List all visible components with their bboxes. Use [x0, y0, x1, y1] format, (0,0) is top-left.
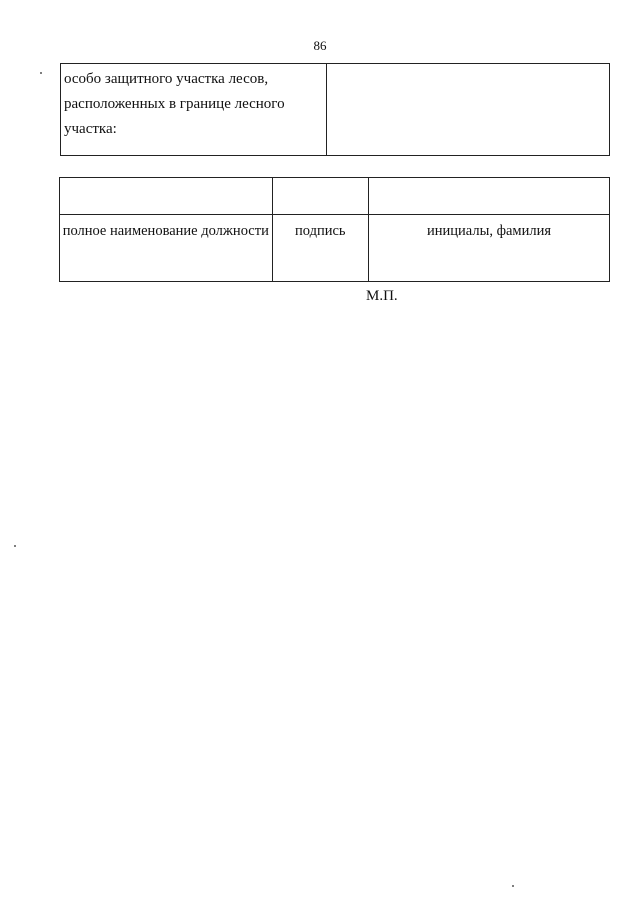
page-number: 86 — [313, 38, 327, 53]
scan-speck — [40, 72, 42, 74]
forest-area-row — [61, 64, 610, 156]
signature-table — [59, 177, 610, 282]
name-caption: инициалы, фамилия — [369, 215, 610, 282]
signature-caption: подпись — [272, 215, 368, 282]
forest-area-label: особо защитного участка лесов, расположенных в границе лесного участка: — [61, 64, 327, 156]
scan-speck — [512, 885, 514, 887]
forest-area-value — [327, 64, 610, 156]
name-blank-cell — [369, 178, 610, 215]
forest-area-table — [60, 63, 610, 156]
signature-blank-cell — [272, 178, 368, 215]
stamp-label: М.П. — [366, 288, 398, 304]
scan-speck — [14, 545, 16, 547]
position-blank-cell — [60, 178, 273, 215]
position-caption: полное наименование должности — [60, 215, 273, 282]
signature-blank-row — [60, 178, 610, 215]
signature-caption-row — [60, 215, 610, 282]
